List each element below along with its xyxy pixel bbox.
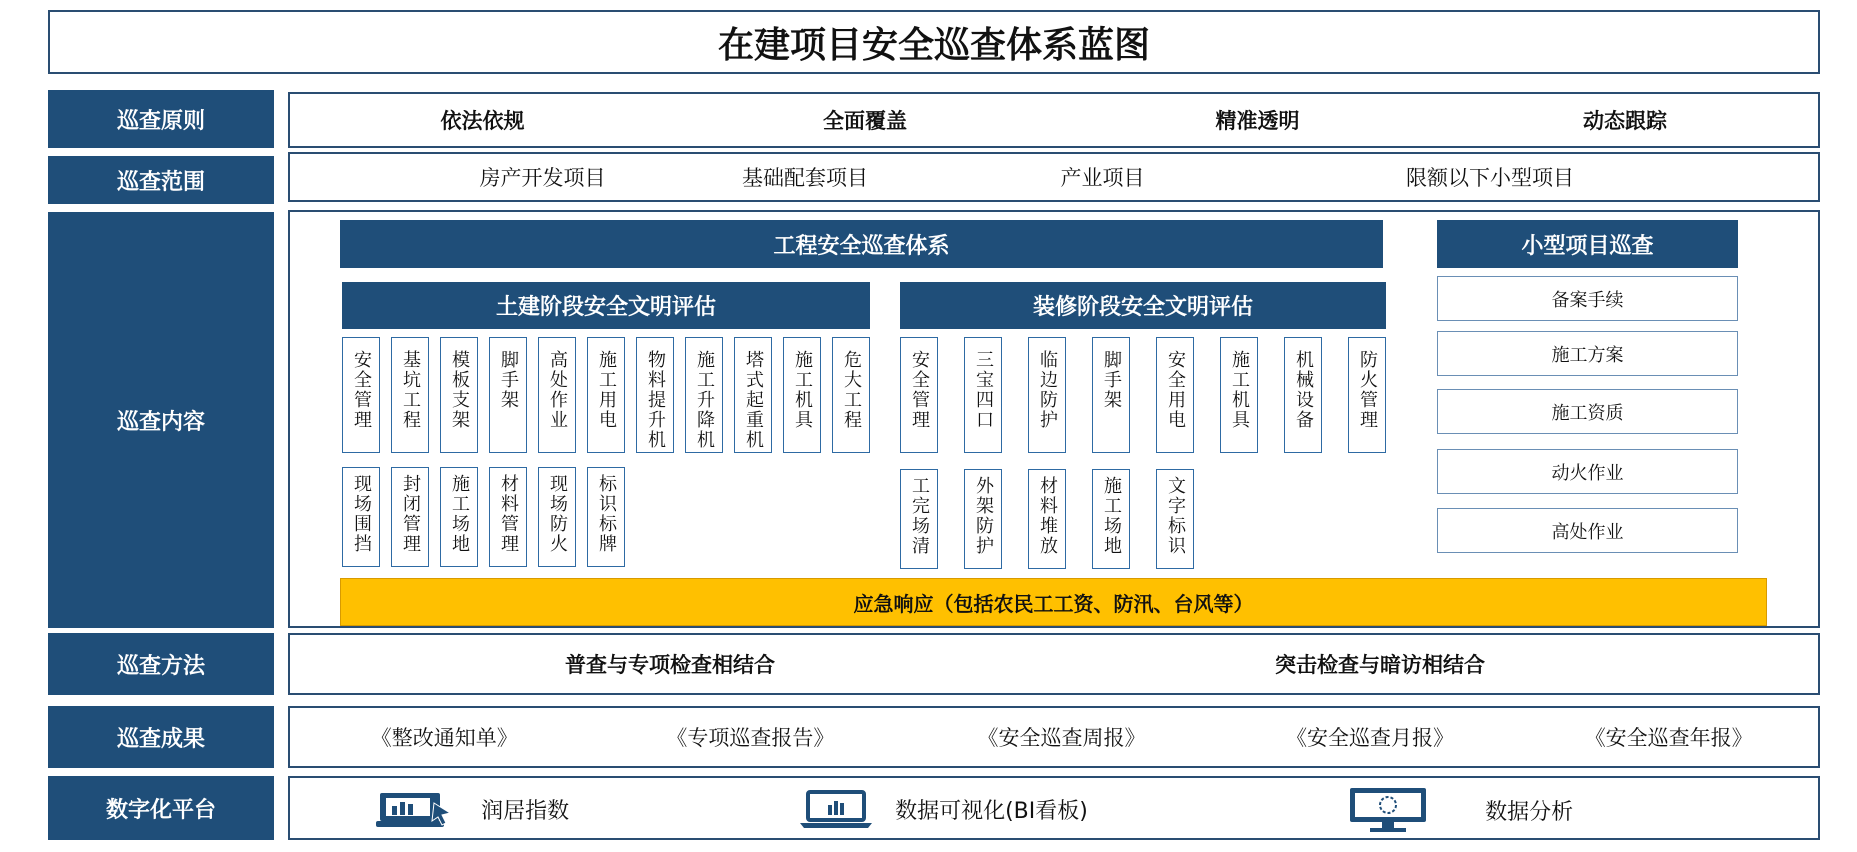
- platform-item-label: 数据分析: [1485, 799, 1574, 825]
- platform-item-bi[interactable]: [798, 789, 1088, 829]
- decoration-item: 施工场地: [1092, 469, 1130, 569]
- civil-item: 标识标牌: [587, 467, 625, 567]
- small-project-item: 施工资质: [1437, 389, 1738, 434]
- civil-item: 高处作业: [538, 337, 576, 453]
- scope-item: 产业项目: [1060, 166, 1145, 190]
- decoration-item: 防火管理: [1348, 337, 1386, 453]
- result-item: 《专项巡查报告》: [666, 726, 835, 750]
- principle-item: 依法依规: [440, 109, 525, 133]
- small-project-item: 备案手续: [1437, 276, 1738, 321]
- method-item: 突击检查与暗访相结合: [1275, 653, 1485, 677]
- result-item: 《整改通知单》: [370, 726, 518, 750]
- scope-item: 限额以下小型项目: [1406, 166, 1574, 190]
- monitor-chart-icon: [376, 789, 454, 829]
- civil-item: 塔式起重机: [734, 337, 772, 453]
- civil-item: 模板支架: [440, 337, 478, 453]
- platform-item-label: 数据可视化(BI看板): [895, 798, 1088, 824]
- row-label-scope: 巡查范围: [48, 156, 274, 204]
- civil-item: 施工用电: [587, 337, 625, 453]
- principle-item: 动态跟踪: [1583, 109, 1667, 133]
- result-item: 《安全巡查年报》: [1584, 726, 1753, 750]
- desktop-analysis-icon: [1346, 786, 1430, 834]
- platform-item-label: 润居指数: [481, 798, 570, 824]
- civil-header: 土建阶段安全文明评估: [342, 282, 870, 329]
- small-project-item: 施工方案: [1437, 331, 1738, 376]
- method-item: 普查与专项检查相结合: [565, 653, 775, 677]
- laptop-chart-icon: [798, 789, 876, 829]
- row-label-results: 巡查成果: [48, 706, 274, 768]
- civil-item: 封闭管理: [391, 467, 429, 567]
- civil-item: 施工升降机: [685, 337, 723, 453]
- civil-item: 物料提升机: [636, 337, 674, 453]
- decoration-item: 机械设备: [1284, 337, 1322, 453]
- platform-item-runju[interactable]: [376, 789, 569, 829]
- row-label-content: 巡查内容: [48, 212, 274, 628]
- civil-item: 安全管理: [342, 337, 380, 453]
- scope-item: 基础配套项目: [742, 166, 868, 190]
- civil-item: 基坑工程: [391, 337, 429, 453]
- decoration-header: 装修阶段安全文明评估: [900, 282, 1386, 329]
- small-project-item: 动火作业: [1437, 449, 1738, 494]
- row-label-method: 巡查方法: [48, 633, 274, 695]
- emergency-response-bar: 应急响应（包括农民工工资、防汛、台风等）: [340, 578, 1767, 626]
- method-row: [288, 633, 1820, 695]
- decoration-item: 外架防护: [964, 469, 1002, 569]
- principle-item: 精准透明: [1215, 109, 1300, 133]
- row-label-platform: 数字化平台: [48, 776, 274, 840]
- decoration-item: 安全管理: [900, 337, 938, 453]
- platform-row: [288, 776, 1820, 840]
- decoration-item: 脚手架: [1092, 337, 1130, 453]
- decoration-item: 工完场清: [900, 469, 938, 569]
- civil-item: 脚手架: [489, 337, 527, 453]
- result-item: 《安全巡查月报》: [1286, 726, 1455, 750]
- decoration-item: 三宝四口: [964, 337, 1002, 453]
- small-project-header: 小型项目巡查: [1437, 220, 1738, 268]
- page-title: 在建项目安全巡查体系蓝图: [48, 10, 1820, 74]
- scope-row: [288, 152, 1820, 202]
- civil-item: 现场围挡: [342, 467, 380, 567]
- system-header: 工程安全巡查体系: [340, 220, 1383, 268]
- platform-item-analysis[interactable]: [1346, 786, 1573, 834]
- result-item: 《安全巡查周报》: [977, 726, 1146, 750]
- civil-item: 施工机具: [783, 337, 821, 453]
- small-project-item: 高处作业: [1437, 508, 1738, 553]
- decoration-item: 安全用电: [1156, 337, 1194, 453]
- decoration-item: 文字标识: [1156, 469, 1194, 569]
- principle-item: 全面覆盖: [823, 109, 907, 133]
- row-label-principles: 巡查原则: [48, 90, 274, 148]
- civil-item: 材料管理: [489, 467, 527, 567]
- decoration-item: 材料堆放: [1028, 469, 1066, 569]
- results-row: [288, 706, 1820, 768]
- scope-item: 房产开发项目: [479, 166, 606, 190]
- principles-row: [288, 92, 1820, 148]
- civil-item: 施工场地: [440, 467, 478, 567]
- decoration-item: 施工机具: [1220, 337, 1258, 453]
- civil-item: 危大工程: [832, 337, 870, 453]
- civil-item: 现场防火: [538, 467, 576, 567]
- decoration-item: 临边防护: [1028, 337, 1066, 453]
